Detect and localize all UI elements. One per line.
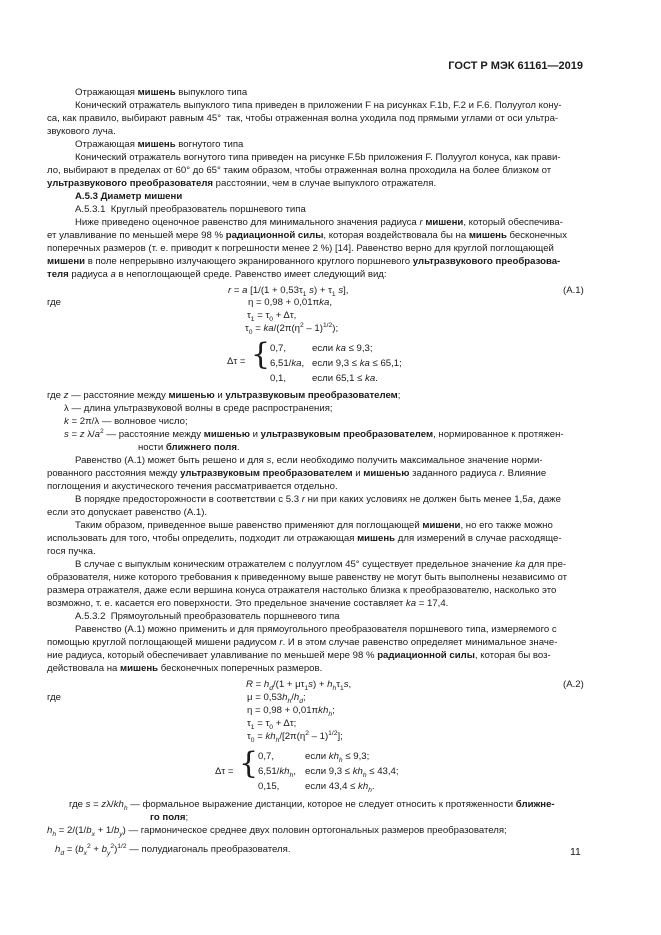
where-label: где bbox=[47, 692, 62, 703]
case-condition: если 9,3 ≤ ka ≤ 65,1; bbox=[312, 358, 402, 369]
text-line: размера отражателя, даже если вершина конуса отражателя настолько близка к преобразователю, насколько это bbox=[47, 585, 557, 596]
case-condition: если $9,3 \le kh_h \le 43,4$; bbox=[305, 766, 399, 779]
equation-eta2: η = 0,98 + 0,01πkh$_h$; bbox=[247, 705, 335, 718]
text-line: Равенство (А.1) можно применить и для прямоугольного преобразователя поршневого типа, измеряемого с bbox=[75, 624, 557, 635]
text-line: Конический отражатель вогнутого типа приведен на рисунке F.5b приложения F. Полуугол конуса, как прави- bbox=[75, 152, 561, 163]
text-line: возможно, т. е. касается его поверхности. Это предельное значение составляет ka = 17,4. bbox=[47, 598, 449, 609]
subsection-heading: А.5.3.1 Круглый преобразователь поршневого типа bbox=[75, 204, 306, 215]
equation-dtau: Δτ = bbox=[227, 356, 246, 367]
equation-mu: $\mu = 0,53h_h/h_d$; bbox=[247, 692, 306, 705]
page-number: 11 bbox=[570, 846, 581, 858]
case-value: 0,1, bbox=[270, 373, 287, 384]
text-line: Отражающая мишень выпуклого типа bbox=[75, 87, 248, 98]
text-line: ультразвукового преобразователя расстоянии, чем в случае выпуклого отражателя. bbox=[47, 178, 437, 189]
brace: { bbox=[251, 337, 271, 372]
equation-dtau2: Δτ = bbox=[215, 766, 234, 777]
definition-s-cont: ности ближнего поля. bbox=[138, 442, 240, 453]
text-line: рованного расстояния между ультразвуковым преобразователем и мишенью заданного радиуса r. Влияние bbox=[47, 468, 547, 479]
case-condition: если $kh_h \le 9,3$; bbox=[305, 751, 370, 764]
text-line: действовала на мишень бесконечных поперечных размеров. bbox=[47, 663, 323, 674]
text-line: ние радиуса, который обеспечивает улавливание по меньшей мере 98 % радиационной силы, которая бы воз- bbox=[47, 650, 551, 661]
definition-s: s = z $\lambda/a^2$ — расстояние между мишенью и ультразвуковым преобразователем, нормированное к протяжен- bbox=[64, 427, 564, 440]
where-label: где bbox=[47, 297, 62, 308]
text-line: са, как правило, выбирают равным 45° так, чтобы отраженная волна уходила под прямыми углами от оси ультра- bbox=[47, 113, 559, 124]
definition-s2: где $s = z\lambda/kh_h$ — формальное выражение дистанции, которое не следует относить к протяженности ближне- bbox=[69, 799, 555, 812]
case-condition: если 65,1 ≤ ka. bbox=[312, 373, 378, 384]
p01 bbox=[0, 0, 1, 1]
text-line: звукового луча. bbox=[47, 126, 116, 137]
case-value: 0,7, bbox=[270, 343, 287, 354]
equation-tau1-2: $\tau_1 = \tau_0 + \Delta\tau$; bbox=[247, 718, 297, 731]
equation-a1: r = a [$1/(1 + 0,53\tau_1$ $s) + \tau_1$ s], bbox=[228, 285, 349, 298]
text-line: Отражающая мишень вогнутого типа bbox=[75, 139, 244, 150]
text-line: ло, выбирают в пределах от 60° до 65° таким образом, чтобы отраженная волна проходила на более близком от bbox=[47, 165, 552, 176]
text-line: Таким образом, приведенное выше равенство применяют для поглощающей мишени, но его также можно bbox=[75, 520, 553, 531]
text-line: В порядке предосторожности в соответствии с 5.3 r ни при каких условиях не должен быть менее 1,5a, даже bbox=[75, 494, 561, 505]
document-header: ГОСТ Р МЭК 61161—2019 bbox=[448, 60, 583, 72]
brace: { bbox=[239, 746, 259, 781]
equation-tau1: $\tau_1 = \tau_0 + \Delta\tau$, bbox=[247, 310, 297, 323]
text-line: поперечных размеров (т. е. приводит к погрешности менее 2 %) [14]. Равенство верно для круглой поглощающей bbox=[47, 243, 554, 254]
text-line: В случае с выпуклым коническим отражателем с полууглом 45° существует предельное значение ka для пре- bbox=[75, 559, 567, 570]
definition-lambda: λ — длина ультразвуковой волны в среде распространения; bbox=[64, 403, 333, 414]
definition-k: k = 2π/λ — волновое число; bbox=[64, 416, 188, 427]
text-line: использовать для того, чтобы определить, подходит ли отражающая мишень для измерений в случае расходяще- bbox=[47, 533, 562, 544]
definition-z: где z — расстояние между мишенью и ультразвуковым преобразователем; bbox=[47, 390, 401, 401]
text-line: образователя, ниже которого требования к приведенному выше равенству не могут быть выполнены независимо от bbox=[47, 572, 568, 583]
text-line: Ниже приведено оценочное равенство для минимального значения радиуса r мишени, который обеспечива- bbox=[75, 217, 563, 228]
equation-label: (A.1) bbox=[563, 285, 584, 296]
section-heading: А.5.3 Диаметр мишени bbox=[75, 191, 183, 202]
case-condition: если $43,4 \le kh_h$. bbox=[305, 781, 375, 794]
case-value: 0,15, bbox=[258, 781, 280, 792]
text-line: гося пучка. bbox=[47, 546, 96, 557]
text-line: ет улавливание по меньшей мере 98 % радиационной силы, которая воздействовала бы на мишень бесконечных bbox=[47, 230, 567, 241]
text-line: помощью круглой поглощающей мишени радиусом r. И в этом случае равенство определяет минимальное значе- bbox=[47, 637, 558, 648]
case-value: $6,51/kh_h$, bbox=[258, 766, 296, 779]
definition-hd: $h_d = (b_x^2 + b_y^2)^{1/2}$ — полудиагональ преобразователя. bbox=[55, 842, 291, 857]
equation-a2: $R = h_d/(1 + \mu\tau_1s) + h_h\tau_1s$, bbox=[246, 679, 352, 692]
text-line: поглощения и акустического течения рассматривается отдельно. bbox=[47, 481, 338, 492]
text-line: если это допускает равенство (А.1). bbox=[47, 507, 208, 518]
equation-eta: η = 0,98 + 0,01πka, bbox=[248, 297, 332, 308]
text-line: Конический отражатель выпуклого типа приведен в приложении F на рисунках F.1b, F.2 и F.6. Полуугол кону- bbox=[75, 100, 562, 111]
equation-tau0: $\tau_0 = ka/(2\pi(\eta^2 - 1)^{1/2})$; bbox=[245, 321, 339, 336]
text-line: мишени в поле непрерывно излучающего экранированного круглого поршневого ультразвукового преобразова- bbox=[47, 256, 561, 267]
equation-tau0-2: $\tau_0 = kh_h/[2\pi(\eta^2 - 1)^{1/2}]$; bbox=[247, 729, 343, 744]
text-line: теля радиуса a в непоглощающей среде. Равенство имеет следующий вид: bbox=[47, 269, 387, 280]
equation-label: (A.2) bbox=[563, 679, 584, 690]
case-condition: если ka ≤ 9,3; bbox=[312, 343, 373, 354]
subsection-heading: А.5.3.2 Прямоугольный преобразователь поршневого типа bbox=[75, 611, 340, 622]
definition-s2-cont: го поля; bbox=[150, 812, 189, 823]
text-line: Равенство (А.1) может быть решено и для s, если необходимо получить максимальное значение норми- bbox=[75, 455, 543, 466]
case-value: 6,51/ka, bbox=[270, 358, 305, 369]
definition-hh: $h_h = 2/(1/b_x + 1/b_y)$ — гармоническое среднее двух половин ортогональных размеров преобразователя; bbox=[47, 825, 507, 838]
case-value: 0,7, bbox=[258, 751, 275, 762]
